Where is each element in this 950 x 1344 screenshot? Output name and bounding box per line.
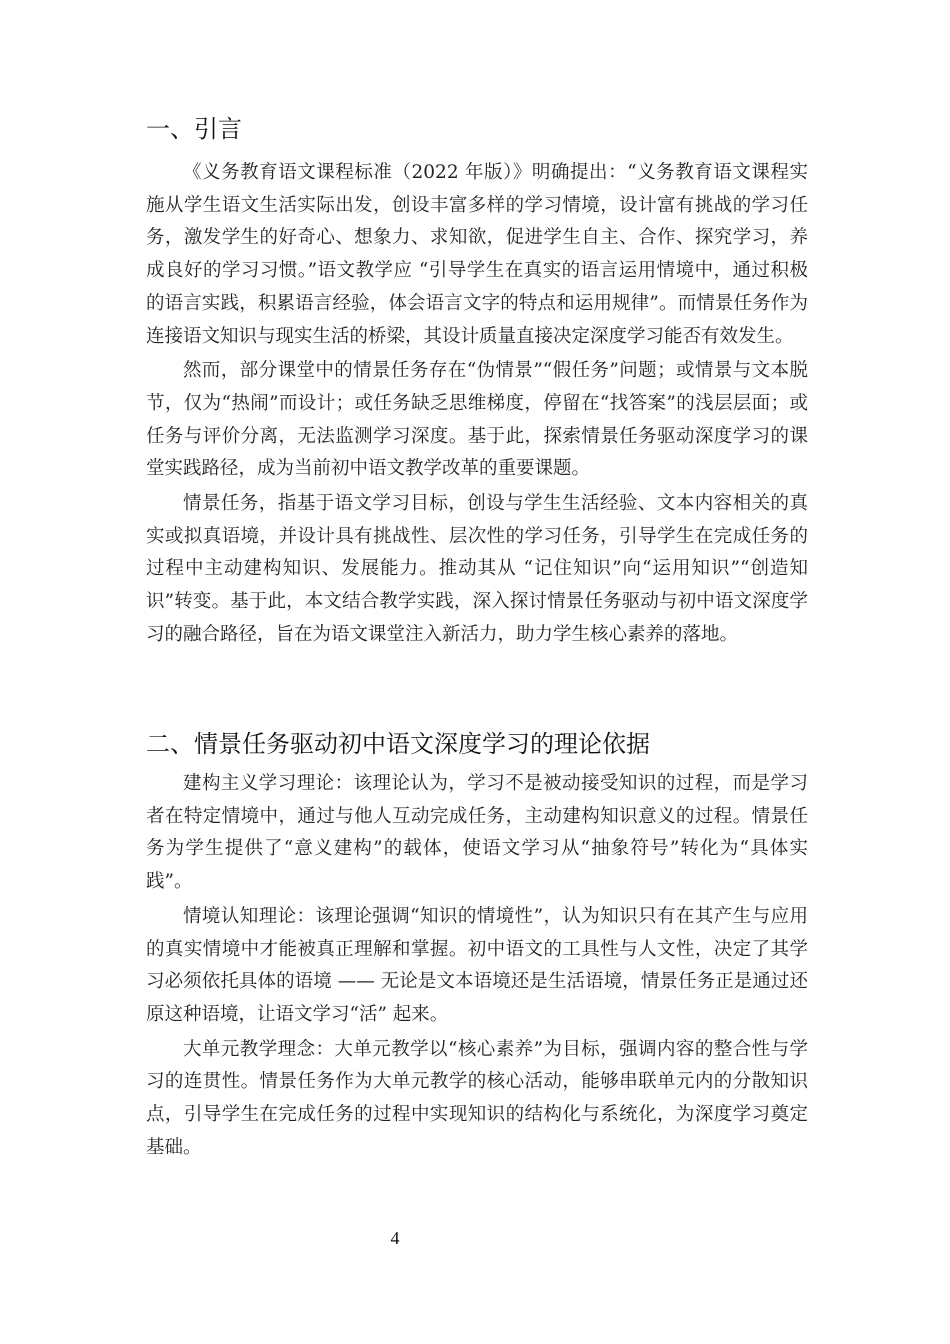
section-introduction — [146, 113, 808, 654]
body-paragraph: 《义务教育语文课程标准（2022 年版）》明确提出：“义务教育语文课程实施从学生语文生活实际出发，创设丰富多样的学习情境，设计富有挑战的学习任务，激发学生的好奇心、想象力、求知欲，促进学生自主、合作、探究学习，养成良好的学习习惯。”语文教学应 “引导学生在真实的语言运用情境中，通过积极的语言实践，积累语言经验，体会语言文字的特点和运用规律”。而情景任务作为连接语文知识与现实生活的桥梁，其设计质量直接决定深度学习能否有效发生。 — [146, 162, 808, 347]
body-paragraph: 情景任务，指基于语文学习目标，创设与学生生活经验、文本内容相关的真实或拟真语境，并设计具有挑战性、层次性的学习任务，引导学生在完成任务的过程中主动建构知识、发展能力。推动其从 “记住知识”向“运用知识”“创造知识”转变。基于此，本文结合教学实践，深入探讨情景任务驱动与初中语文深度学习的融合路径，旨在为语文课堂注入新活力，助力学生核心素养的落地。 — [146, 493, 808, 645]
body-paragraph: 情境认知理论：该理论强调“知识的情境性”，认为知识只有在其产生与应用的真实情境中才能被真正理解和掌握。初中语文的工具性与人文性，决定了其学习必须依托具体的语境 —— 无论是文本语境还是生活语境，情景任务正是通过还原这种语境，让语文学习“活” 起来。 — [146, 905, 808, 1025]
body-paragraph: 建构主义学习理论：该理论认为，学习不是被动接受知识的过程，而是学习者在特定情境中，通过与他人互动完成任务，主动建构知识意义的过程。情景任务为学生提供了“意义建构”的载体，使语文学习从“抽象符号”转化为“具体实践”。 — [146, 773, 808, 893]
body-paragraph: 大单元教学理念：大单元教学以“核心素养”为目标，强调内容的整合性与学习的连贯性。情景任务作为大单元教学的核心活动，能够串联单元内的分散知识点，引导学生在完成任务的过程中实现知识的结构化与系统化，为深度学习奠定基础。 — [146, 1038, 808, 1158]
section-heading: 一、引言 — [146, 115, 242, 143]
section-heading: 二、情景任务驱动初中语文深度学习的理论依据 — [146, 730, 650, 758]
page-number: 4 — [390, 1228, 400, 1248]
body-paragraph: 然而，部分课堂中的情景任务存在“伪情景”“假任务”问题；或情景与文本脱节，仅为“热闹”而设计；或任务缺乏思维梯度，停留在“找答案”的浅层层面；或任务与评价分离，无法监测学习深度。基于此，探索情景任务驱动深度学习的课堂实践路径，成为当前初中语文教学改革的重要课题。 — [146, 360, 808, 480]
section-theoretical-basis — [146, 728, 808, 1166]
